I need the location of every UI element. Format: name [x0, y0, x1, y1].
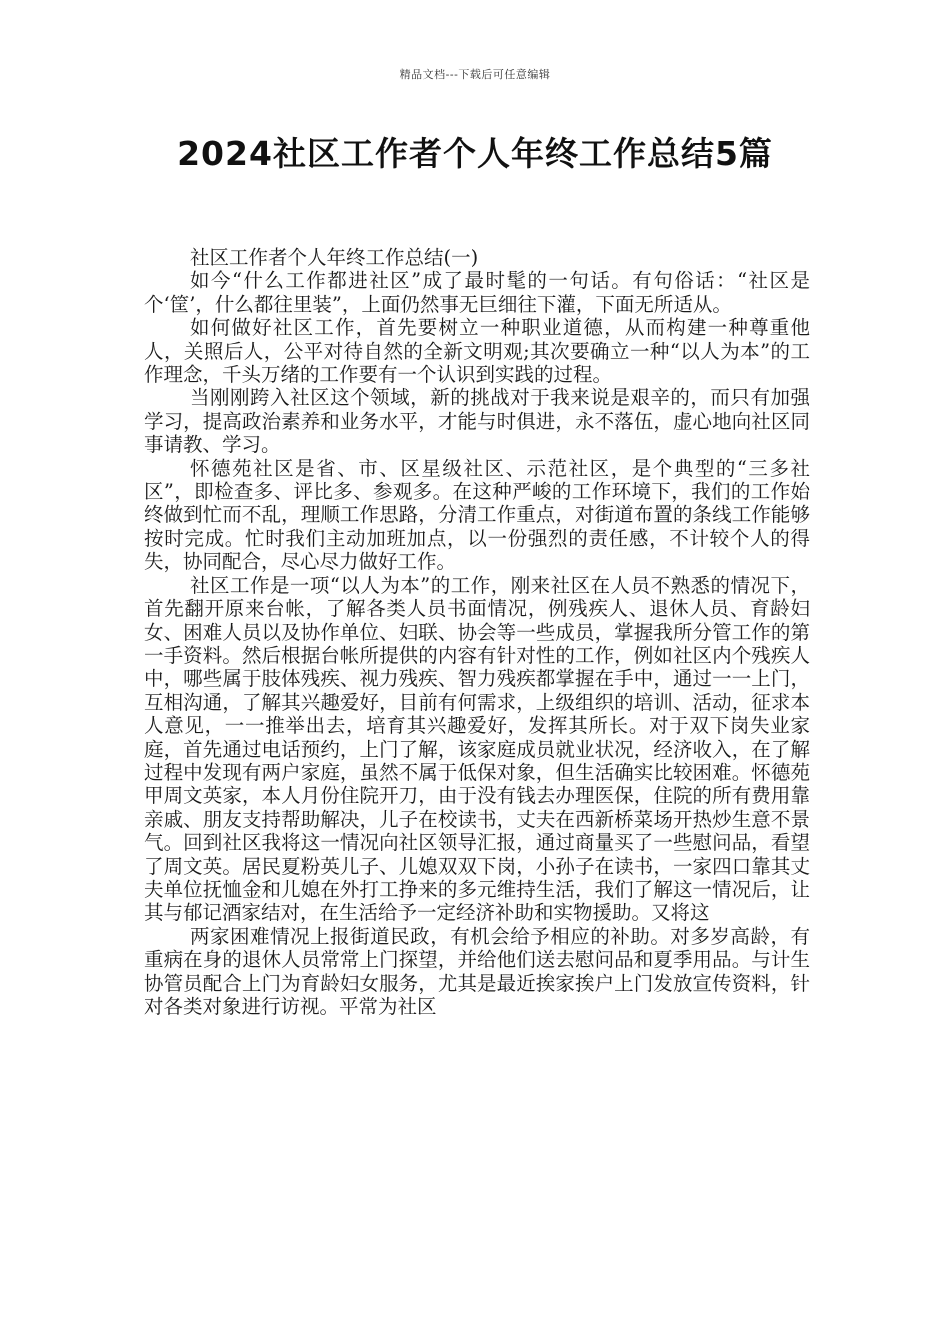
paragraph-2: 如何做好社区工作，首先要树立一种职业道德，从而构建一种尊重他人，关照后人，公平对待自然的全新文明观;其次要确立一种“以人为本”的工作理念，千头万绪的工作要有一个认识到实践的过程。	[144, 316, 810, 387]
header-note: 精品文档---下载后可任意编辑	[399, 68, 551, 81]
paragraph-5: 社区工作是一项“以人为本”的工作，刚来社区在人员不熟悉的情况下，首先翻开原来台帐，了解各类人员书面情况，例残疾人、退休人员、育龄妇女、困难人员以及协作单位、妇联、协会等一些成员，掌握我所分管工作的第一手资料。然后根据台帐所提供的内容有针对性的工作，例如社区内个残疾人中，哪些属于肢体残疾、视力残疾、智力残疾都掌握在手中，通过一一上门，互相沟通，了解其兴趣爱好，目前有何需求，上级组织的培训、活动，征求本人意见，一一推举出去，培育其兴趣爱好，发挥其所长。对于双下岗失业家庭，首先通过电话预约，上门了解，该家庭成员就业状况，经济收入，在了解过程中发现有两户家庭，虽然不属于低保对象，但生活确实比较困难。怀德苑甲周文英家，本人月份住院开刀，由于没有钱去办理医保，住院的所有费用靠亲戚、朋友支持帮助解决，儿子在校读书，丈夫在西新桥菜场开热炒生意不景气。回到社区我将这一情况向社区领导汇报，通过商量买了一些慰问品，看望了周文英。居民夏粉英儿子、儿媳双双下岗，小孙子在读书，一家四口靠其丈夫单位抚恤金和儿媳在外打工挣来的多元维持生活，我们了解这一情况后，让其与郁记酒家结对，在生活给予一定经济补助和实物援助。又将这	[144, 573, 810, 925]
document-body	[144, 246, 810, 1018]
document-title: 2024社区工作者个人年终工作总结5篇	[177, 134, 773, 173]
paragraph-4: 怀德苑社区是省、市、区星级社区、示范社区，是个典型的“三多社区”，即检查多、评比多、参观多。在这种严峻的工作环境下，我们的工作始终做到忙而不乱，理顺工作思路，分清工作重点，对街道布置的条线工作能够按时完成。忙时我们主动加班加点，以一份强烈的责任感，不计较个人的得失，协同配合，尽心尽力做好工作。	[144, 456, 810, 574]
paragraph-1: 如今“什么工作都进社区”成了最时髦的一句话。有句俗话：“社区是个‘筐’，什么都往里装”，上面仍然事无巨细往下灌，下面无所适从。	[144, 269, 810, 316]
section-heading: 社区工作者个人年终工作总结(一)	[190, 246, 479, 269]
paragraph-6: 两家困难情况上报街道民政，有机会给予相应的补助。对多岁高龄，有重病在身的退休人员常常上门探望，并给他们送去慰问品和夏季用品。与计生协管员配合上门为育龄妇女服务，尤其是最近挨家挨户上门发放宣传资料，针对各类对象进行访视。平常为社区	[144, 924, 810, 1018]
paragraph-3: 当刚刚跨入社区这个领域，新的挑战对于我来说是艰辛的，而只有加强学习，提高政治素养和业务水平，才能与时俱进，永不落伍，虚心地向社区同事请教、学习。	[144, 386, 810, 457]
